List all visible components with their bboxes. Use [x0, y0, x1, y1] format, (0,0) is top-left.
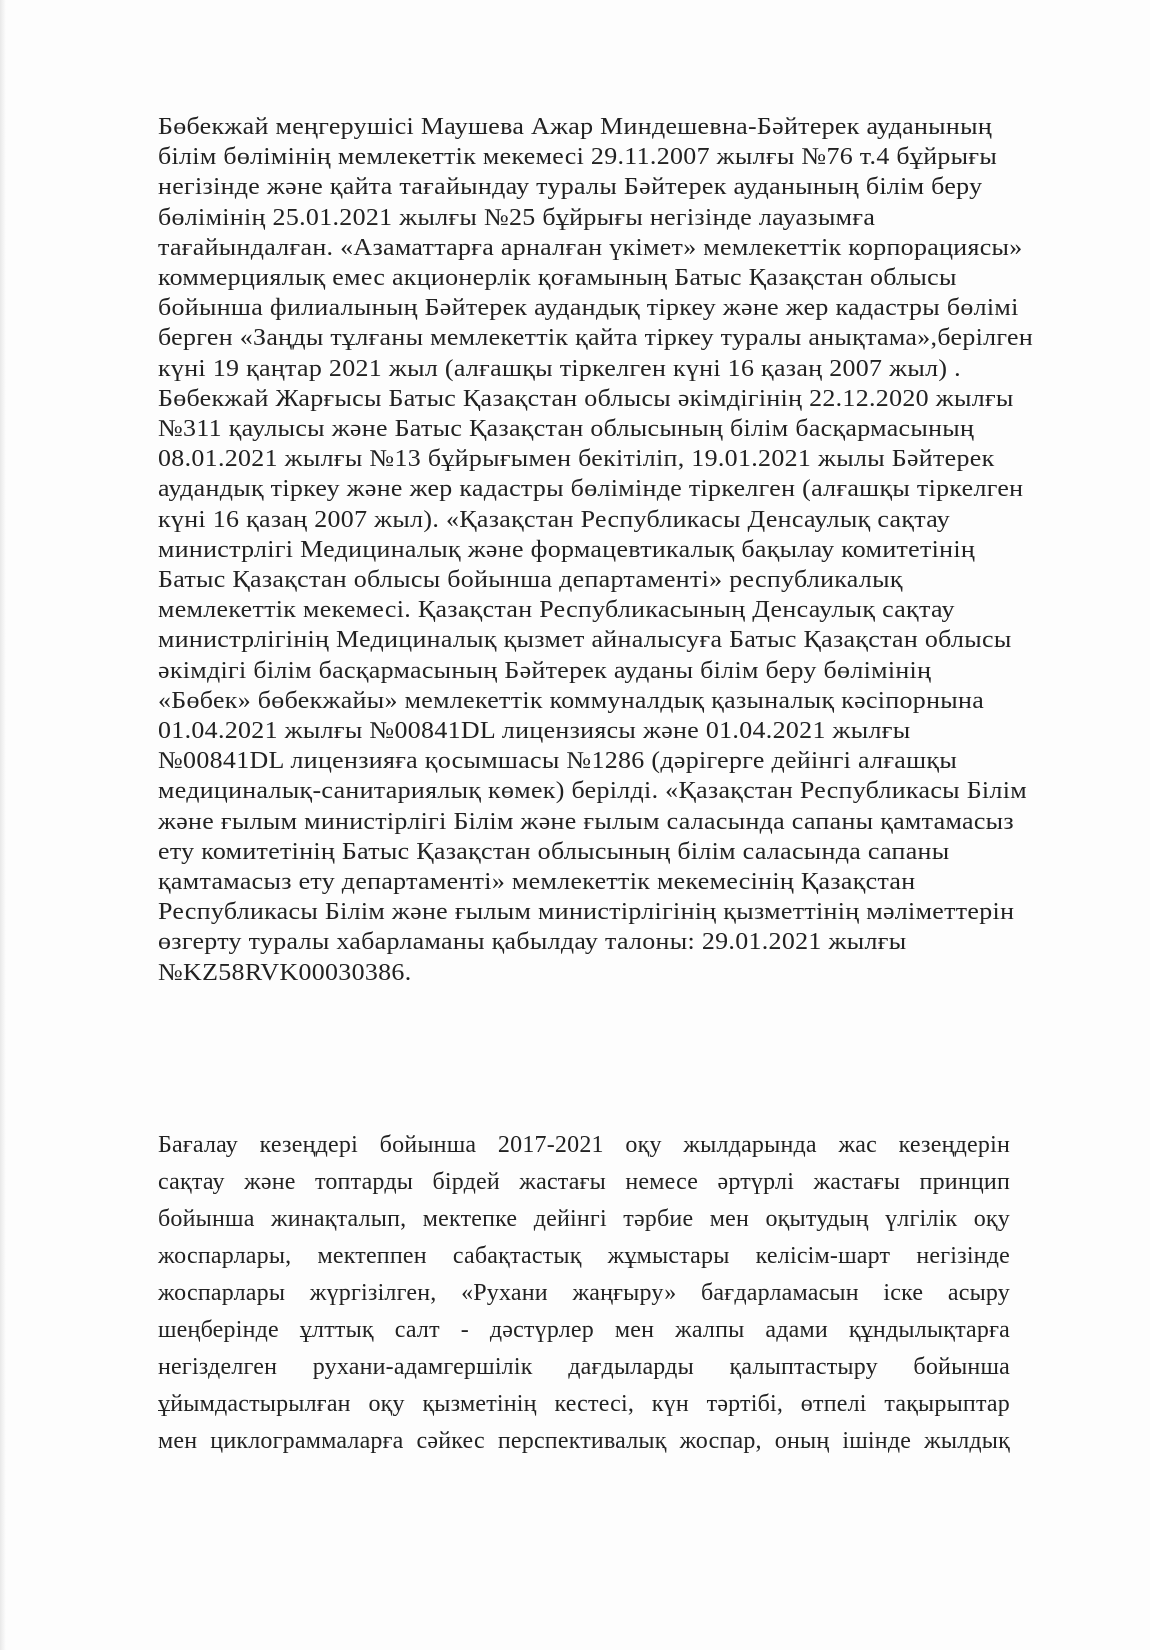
- text-line: министрлігінің Медициналық қызмет айналысуға Батыс Қазақстан облысы: [158, 627, 1012, 654]
- text-line: жоспарлары, мектеппен сабақтастық жұмыстары келісім-шарт негізінде: [158, 1243, 1010, 1269]
- text-line: күні 16 қазаң 2007 жыл). «Қазақстан Республикасы Денсаулық сақтау: [158, 506, 951, 533]
- text-line: Бағалау кезеңдері бойынша 2017-2021 оқу жылдарында жас кезеңдерін: [158, 1132, 1010, 1158]
- text-line: мемлекеттік мекемесі. Қазақстан Республикасының Денсаулық сақтау: [158, 597, 955, 624]
- text-line: жоспарлары жүргізілген, «Рухани жаңғыру» бағдарламасын іске асыру: [158, 1280, 1010, 1306]
- text-line: №311 қаулысы және Батыс Қазақстан облысының білім басқармасының: [158, 416, 975, 443]
- text-line: Бөбекжай меңгерушісі Маушева Ажар Миндешевна-Бәйтерек ауданының: [158, 114, 993, 140]
- text-line: бөлімінің 25.01.2021 жылғы №25 бұйрығы негізінде лауазымға: [158, 204, 876, 231]
- text-line: министрлігі Медициналық және формацевтикалық бақылау комитетінің: [158, 536, 976, 563]
- text-line: №KZ58RVK00030386.: [158, 959, 412, 986]
- text-line: 08.01.2021 жылғы №13 бұйрығымен бекітіліп, 19.01.2021 жылы Бәйтерек: [158, 446, 995, 473]
- text-line: әкімдігі білім басқармасының Бәйтерек ауданы білім беру бөлімінің: [158, 657, 932, 684]
- text-line: ұйымдастырылған оқу қызметінің кестесі, күн тәртібі, өтпелі тақырыптар: [158, 1391, 1010, 1417]
- text-line: сақтау және топтарды бірдей жастағы немесе әртүрлі жастағы принцип: [158, 1169, 1010, 1195]
- text-line: қамтамасыз ету департаменті» мемлекеттік мекемесінің Қазақстан: [158, 869, 916, 896]
- text-line: коммерциялық емес акционерлік қоғамының Батыс Қазақстан облысы: [158, 265, 957, 292]
- text-line: білім бөлімінің мемлекеттік мекемесі 29.11.2007 жылғы №76 т.4 бұйрығы: [158, 144, 998, 171]
- text-line: берген «Заңды тұлғаны мемлекеттік қайта тіркеу туралы анықтама»,берілген: [158, 325, 1034, 352]
- text-line: ету комитетінің Батыс Қазақстан облысының білім саласында сапаны: [158, 838, 950, 865]
- scan-edge: [0, 0, 6, 1650]
- text-line: негізінде және қайта тағайындау туралы Бәйтерек ауданының білім беру: [158, 174, 983, 201]
- text-line: Батыс Қазақстан облысы бойынша департаменті» республикалық: [158, 567, 903, 594]
- paragraph-assessment-periods: [158, 1127, 1010, 1460]
- text-line: бойынша жинақталып, мектепке дейінгі тәрбие мен оқытудың үлгілік оқу: [158, 1206, 1010, 1232]
- text-line: 01.04.2021 жылғы №00841DL лицензиясы және 01.04.2021 жылғы: [158, 718, 911, 745]
- text-line: негізделген рухани-адамгершілік дағдыларды қалыптастыру бойынша: [158, 1354, 1010, 1380]
- text-line: тағайындалған. «Азаматтарға арналған үкімет» мемлекеттік корпорациясы»: [158, 234, 1023, 261]
- paragraph-registration-info: [158, 112, 1038, 988]
- text-line: және ғылым министірлігі Білім және ғылым саласында сапаны қамтамасыз: [158, 808, 1014, 835]
- text-line: медициналық-санитариялық көмек) берілді. «Қазақстан Республикасы Білім: [158, 778, 1027, 805]
- text-line: аудандық тіркеу және жер кадастры бөлімінде тіркелген (алғашқы тіркелген: [158, 476, 1024, 503]
- text-line: «Бөбек» бөбекжайы» мемлекеттік коммуналдық қазыналық кәсіпорнына: [158, 687, 985, 714]
- text-line: Бөбекжай Жарғысы Батыс Қазақстан облысы әкімдігінің 22.12.2020 жылғы: [158, 385, 1014, 412]
- text-line: №00841DL лицензияға қосымшасы №1286 (дәрігерге дейінгі алғашқы: [158, 748, 958, 775]
- text-line: өзгерту туралы хабарламаны қабылдау талоны: 29.01.2021 жылғы: [158, 929, 907, 956]
- text-line: күні 19 қаңтар 2021 жыл (алғашқы тіркелген күні 16 қазаң 2007 жыл) .: [158, 355, 961, 382]
- text-line: мен циклограммаларға сәйкес перспективалық жоспар, оның ішінде жылдық: [158, 1428, 1010, 1454]
- text-line: Республикасы Білім және ғылым министірлігінің қызметтінің мәліметтерін: [158, 899, 1015, 926]
- text-line: шеңберінде ұлттық салт - дәстүрлер мен жалпы адами құндылықтарға: [158, 1317, 1010, 1343]
- text-line: бойынша филиалының Бәйтерек аудандық тіркеу және жер кадастры бөлімі: [158, 295, 1019, 322]
